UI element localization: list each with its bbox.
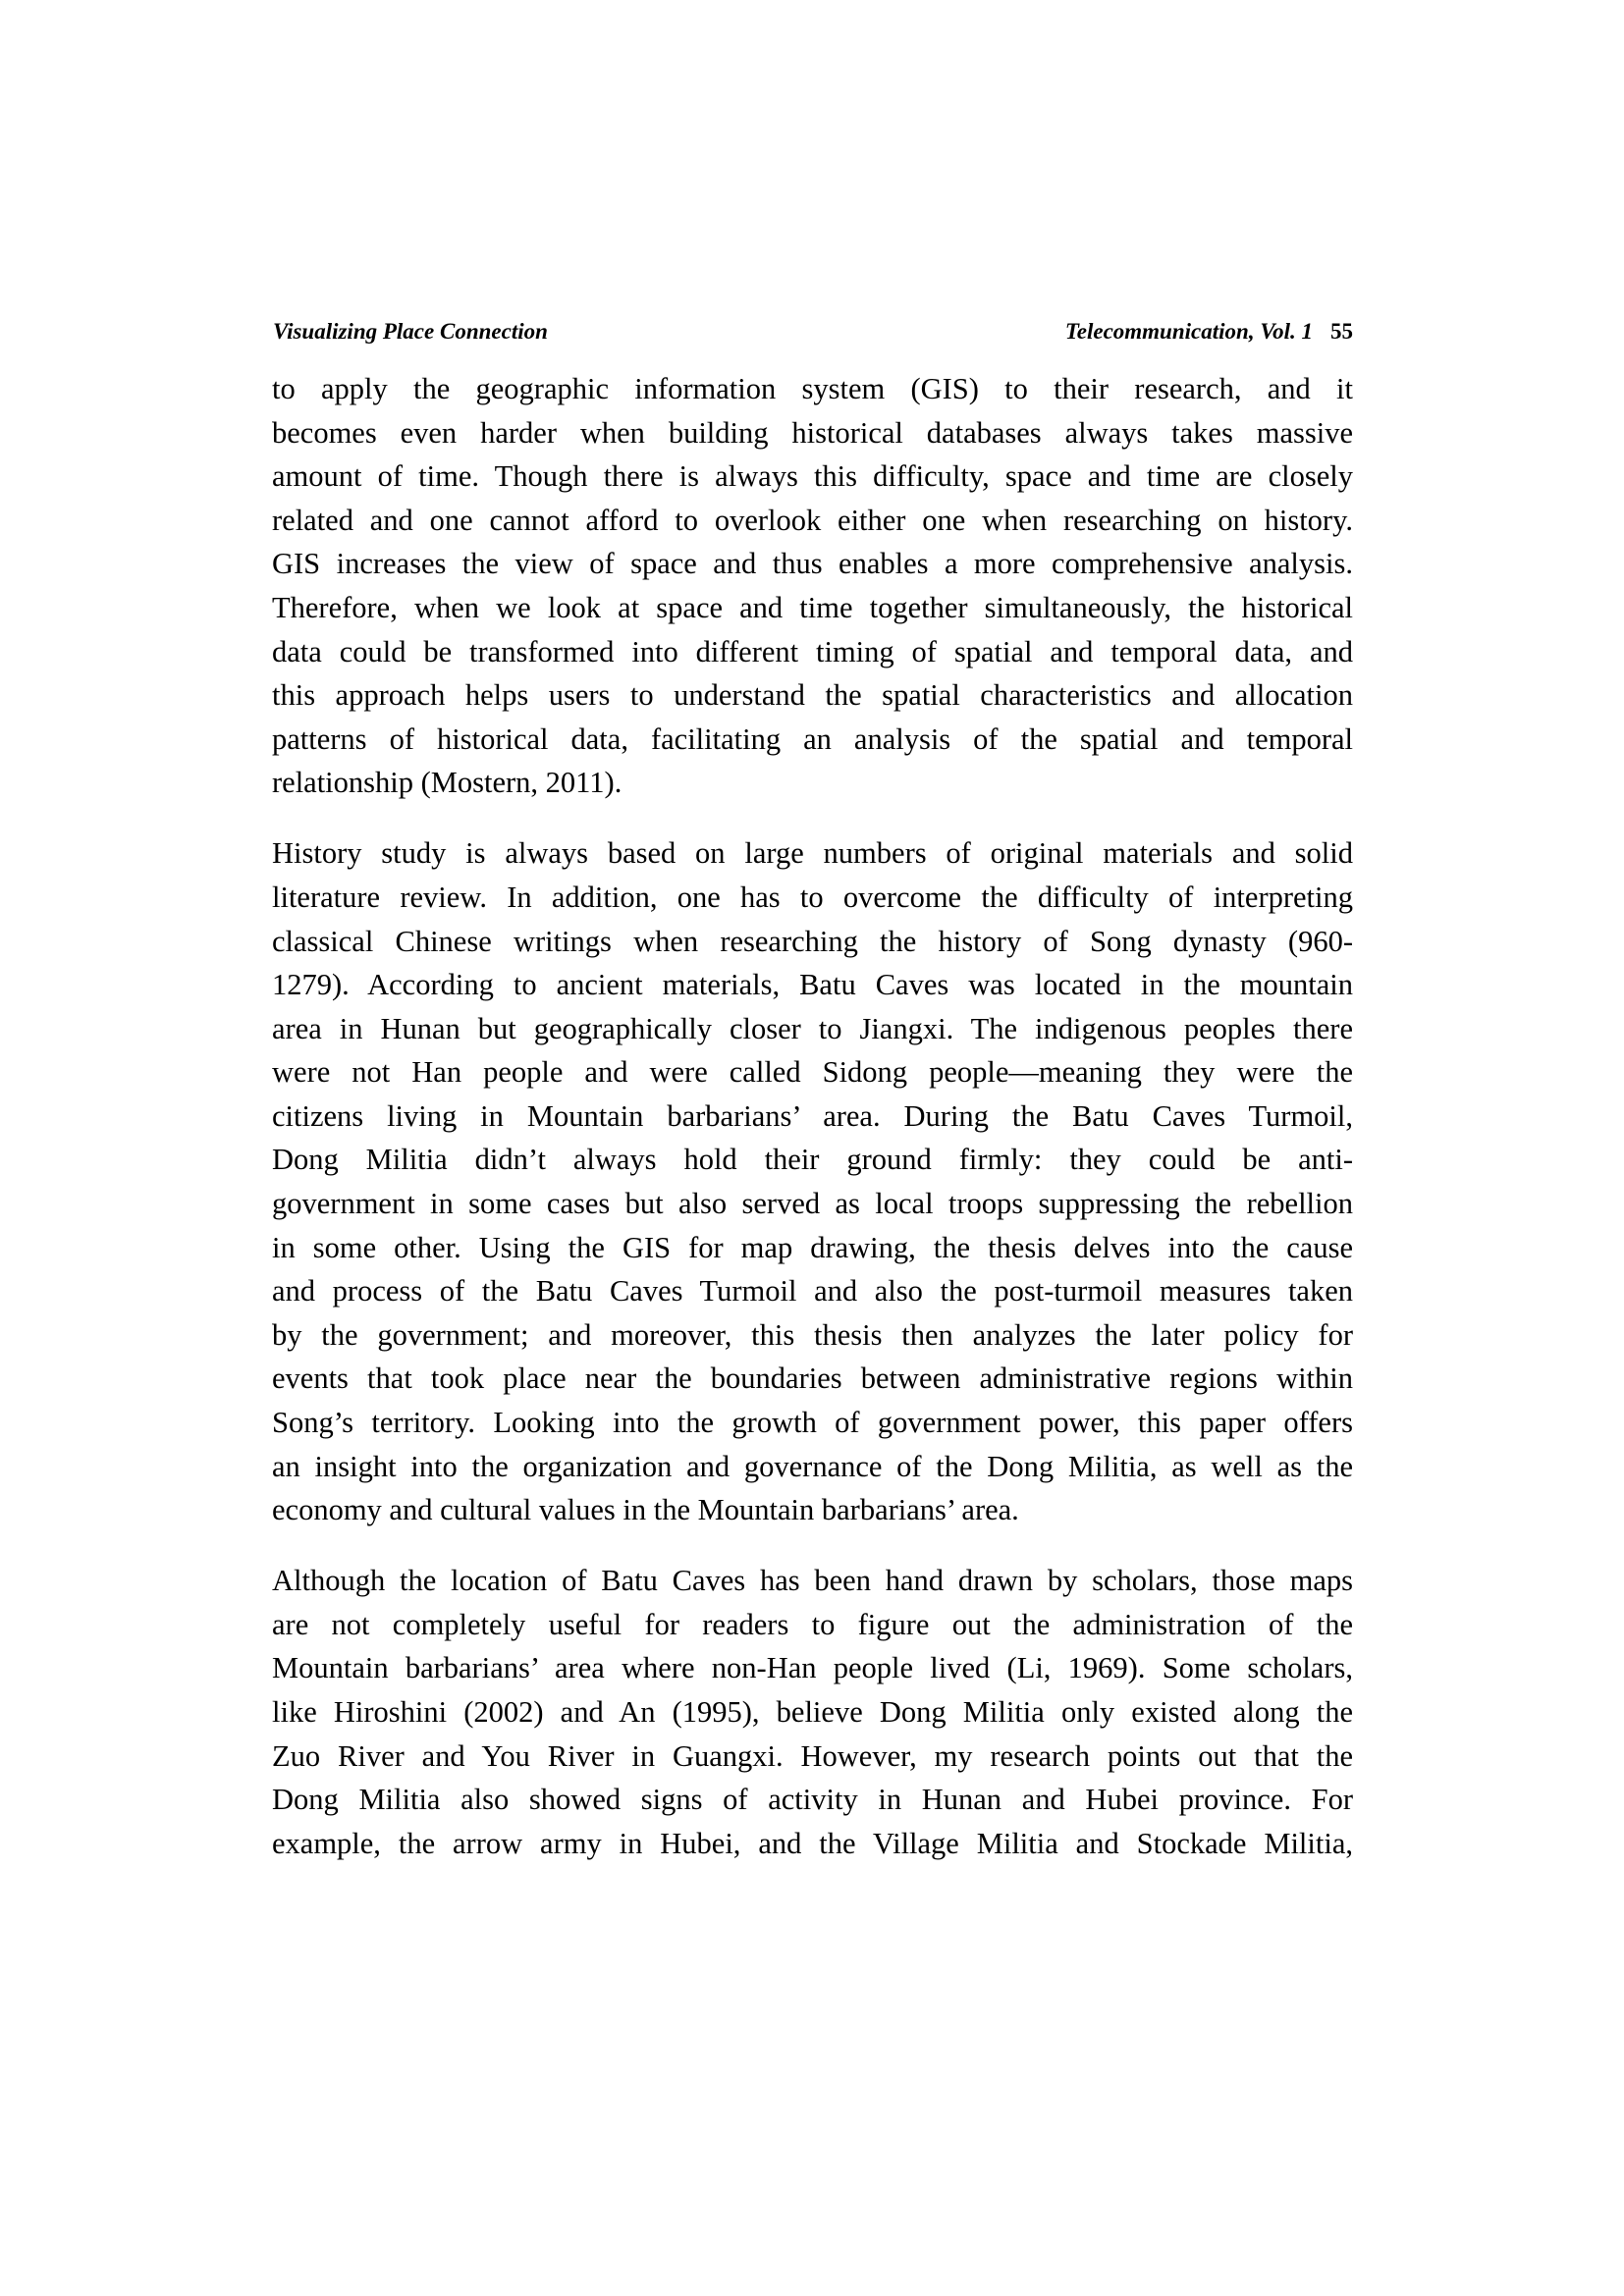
text-line: to apply the geographic information system (GIS) to their research, and it <box>272 372 1353 405</box>
text-line: citizens living in Mountain barbarians’ area. During the Batu Caves Turmoil, <box>272 1098 1353 1133</box>
text-line: data could be transformed into different timing of spatial and temporal data, and <box>272 634 1353 668</box>
text-line: this approach helps users to understand the spatial characteristics and allocation <box>272 678 1353 713</box>
text-line: example, the arrow army in Hubei, and the Village Militia and Stockade Militia, <box>272 1826 1353 1860</box>
text-line: becomes even harder when building historical databases always takes massive <box>272 415 1353 450</box>
text-line: like Hiroshini (2002) and An (1995), believe Dong Militia only existed along the <box>272 1695 1353 1729</box>
text-line: GIS increases the view of space and thus enables a more comprehensive analysis. <box>272 547 1353 581</box>
text-line: Mountain barbarians’ area where non-Han people lived (Li, 1969). Some scholars, <box>272 1651 1353 1685</box>
body-text <box>272 367 1353 1893</box>
paragraph-3 <box>272 1559 1353 1865</box>
text-line: an insight into the organization and governance of the Dong Militia, as well as the <box>272 1449 1353 1483</box>
text-line: economy and cultural values in the Mountain barbarians’ area. <box>272 1493 1019 1527</box>
paragraph-1 <box>272 367 1353 805</box>
text-line: Dong Militia also showed signs of activity in Hunan and Hubei province. For <box>272 1783 1353 1817</box>
page-number: 55 <box>1330 319 1353 344</box>
text-line: Therefore, when we look at space and time together simultaneously, the historical <box>272 590 1353 624</box>
text-line: and process of the Batu Caves Turmoil and also the post-turmoil measures taken <box>272 1274 1353 1308</box>
text-line: Zuo River and You River in Guangxi. However, my research points out that the <box>272 1738 1353 1773</box>
text-line: Although the location of Batu Caves has been hand drawn by scholars, those maps <box>272 1564 1353 1598</box>
text-line: literature review. In addition, one has to overcome the difficulty of interpreting <box>272 880 1353 914</box>
text-line: events that took place near the boundaries between administrative regions within <box>272 1362 1353 1396</box>
running-title: Visualizing Place Connection <box>273 319 548 344</box>
text-line: 1279). According to ancient materials, Batu Caves was located in the mountain <box>272 968 1353 1002</box>
text-line: patterns of historical data, facilitating an analysis of the spatial and temporal <box>272 721 1353 756</box>
journal-name: Telecommunication, Vol. 1 <box>1064 319 1313 344</box>
text-line: area in Hunan but geographically closer to Jiangxi. The indigenous peoples there <box>272 1011 1353 1045</box>
text-line: relationship (Mostern, 2011). <box>272 766 623 800</box>
text-line: History study is always based on large numbers of original materials and solid <box>272 836 1353 871</box>
text-line: by the government; and moreover, this thesis then analyzes the later policy for <box>272 1317 1353 1352</box>
text-line: in some other. Using the GIS for map drawing, the thesis delves into the cause <box>272 1230 1353 1264</box>
text-line: are not completely useful for readers to figure out the administration of the <box>272 1607 1353 1641</box>
text-line: classical Chinese writings when researching the history of Song dynasty (960- <box>272 924 1353 958</box>
text-line: were not Han people and were called Sidong people—meaning they were the <box>272 1055 1353 1090</box>
text-line: Dong Militia didn’t always hold their ground firmly: they could be anti- <box>272 1143 1353 1177</box>
journal-info <box>1065 316 1353 347</box>
text-line: amount of time. Though there is always this difficulty, space and time are closely <box>272 459 1353 494</box>
page-header <box>273 316 1353 347</box>
text-line: government in some cases but also served as local troops suppressing the rebellion <box>272 1187 1353 1221</box>
paragraph-2 <box>272 831 1353 1532</box>
text-line: Song’s territory. Looking into the growth of government power, this paper offers <box>272 1406 1353 1440</box>
text-line: related and one cannot afford to overlook either one when researching on history. <box>272 503 1353 537</box>
